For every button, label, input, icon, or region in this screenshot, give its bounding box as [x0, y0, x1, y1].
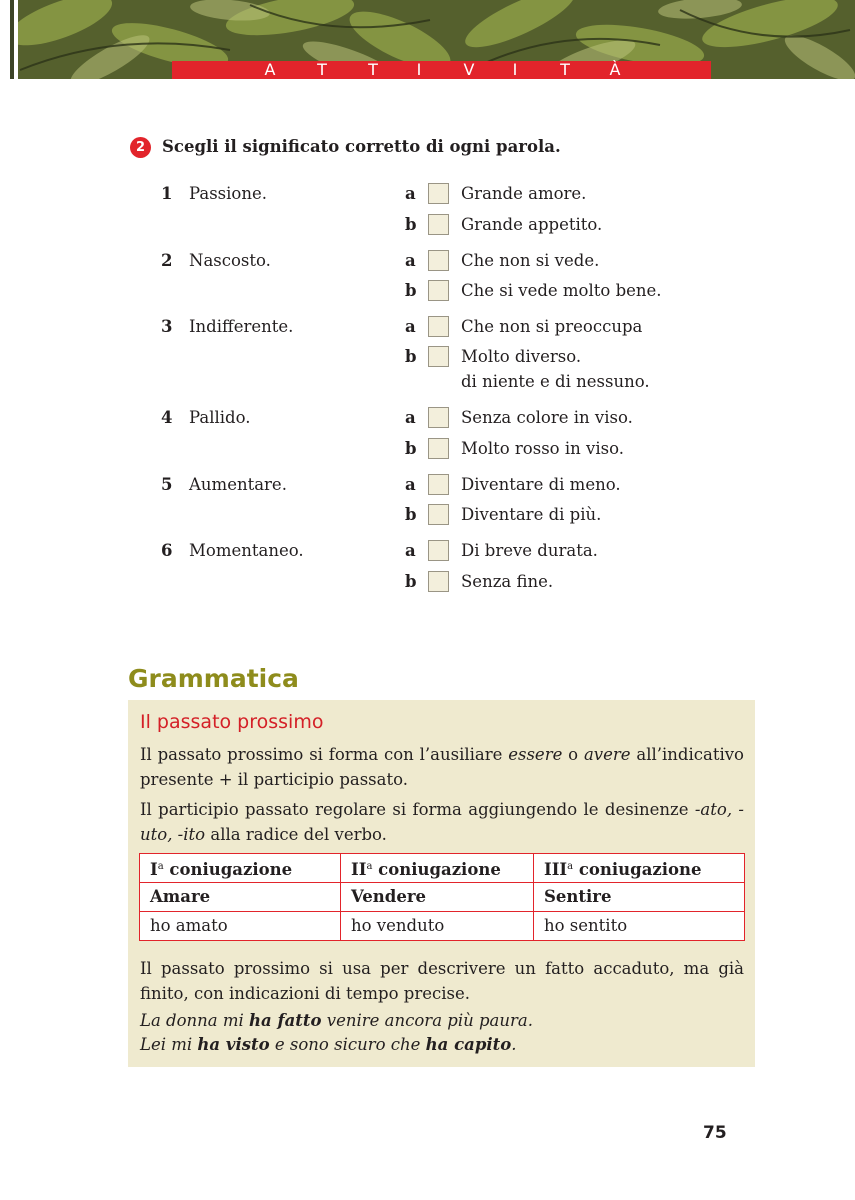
option-letter: b — [405, 347, 417, 366]
grammar-subheading: Il passato prossimo — [140, 711, 324, 733]
item-number: 5 — [161, 475, 173, 494]
answer-checkbox[interactable] — [428, 214, 449, 235]
exercise-instruction: Scegli il significato corretto di ogni parola. — [162, 137, 561, 156]
option-letter: a — [405, 475, 416, 494]
page-number: 75 — [703, 1123, 727, 1143]
item-number: 6 — [161, 541, 173, 560]
section-heading-grammatica: Grammatica — [128, 664, 299, 693]
option-text: Di breve durata. — [461, 541, 598, 560]
option-text: Che non si vede. — [461, 251, 600, 270]
answer-checkbox[interactable] — [428, 280, 449, 301]
table-cell: Sentire — [534, 883, 745, 912]
option-text: Diventare di meno. — [461, 475, 621, 494]
item-word: Pallido. — [189, 408, 251, 427]
option-letter: a — [405, 408, 416, 427]
section-letter: V — [463, 60, 475, 79]
option-text: Molto diverso. — [461, 347, 582, 366]
table-header-cell: $I^a$ coniugazione — [140, 854, 341, 883]
section-letter: À — [609, 60, 621, 79]
grammar-paragraph-1: Il passato prossimo si forma con l’ausiliare essere o avere all’indicativo presente + il participio passato. — [140, 745, 744, 789]
section-letter: T — [368, 60, 378, 79]
option-text: Che non si preoccupa — [461, 317, 643, 336]
option-letter: a — [405, 184, 416, 203]
option-letter: b — [405, 572, 417, 591]
table-cell: ho amato — [140, 912, 341, 941]
table-header-cell: III$^a$ coniugazione — [534, 854, 745, 883]
table-cell: Amare — [140, 883, 341, 912]
conjugation-table — [139, 853, 745, 941]
option-letter: b — [405, 439, 417, 458]
answer-checkbox[interactable] — [428, 540, 449, 561]
option-letter: b — [405, 281, 417, 300]
section-letter: A — [264, 60, 276, 79]
table-row — [140, 883, 745, 912]
item-word: Passione. — [189, 184, 267, 203]
answer-checkbox[interactable] — [428, 346, 449, 367]
option-text: Che si vede molto bene. — [461, 281, 662, 300]
answer-checkbox[interactable] — [428, 250, 449, 271]
option-letter: a — [405, 541, 416, 560]
answer-checkbox[interactable] — [428, 183, 449, 204]
table-header-row — [140, 854, 745, 883]
answer-checkbox[interactable] — [428, 438, 449, 459]
answer-checkbox[interactable] — [428, 474, 449, 495]
grammar-paragraph-2: Il participio passato regolare si forma aggiungendo le desinenze -ato, -uto, -ito alla radice del verbo. — [140, 800, 744, 844]
section-letter: I — [512, 60, 518, 79]
answer-checkbox[interactable] — [428, 316, 449, 337]
table-row — [140, 912, 745, 941]
table-header-cell: $II^a$ coniugazione — [341, 854, 534, 883]
item-word: Aumentare. — [189, 475, 287, 494]
example-sentence-2: Lei mi ha visto e sono sicuro che ha capito. — [140, 1035, 517, 1054]
table-cell: Vendere — [341, 883, 534, 912]
item-number: 3 — [161, 317, 173, 336]
option-letter: b — [405, 505, 417, 524]
section-letter: I — [416, 60, 422, 79]
item-number: 2 — [161, 251, 173, 270]
item-word: Indifferente. — [189, 317, 294, 336]
option-text: Grande amore. — [461, 184, 587, 203]
option-letter: b — [405, 215, 417, 234]
option-text: Senza colore in viso. — [461, 408, 633, 427]
table-cell: ho sentito — [534, 912, 745, 941]
option-text: Senza fine. — [461, 572, 554, 591]
answer-checkbox[interactable] — [428, 407, 449, 428]
option-text: Diventare di più. — [461, 505, 602, 524]
option-letter: a — [405, 251, 416, 270]
option-text-continuation: di niente e di nessuno. — [461, 372, 650, 391]
option-text: Grande appetito. — [461, 215, 603, 234]
item-word: Nascosto. — [189, 251, 271, 270]
item-number: 1 — [161, 184, 173, 203]
table-cell: ho venduto — [341, 912, 534, 941]
exercise-number-badge: 2 — [130, 137, 151, 158]
item-number: 4 — [161, 408, 173, 427]
item-word: Momentaneo. — [189, 541, 304, 560]
answer-checkbox[interactable] — [428, 571, 449, 592]
header-banner — [0, 0, 855, 79]
section-letter: T — [560, 60, 570, 79]
option-text: Molto rosso in viso. — [461, 439, 624, 458]
section-letter: T — [317, 60, 327, 79]
example-sentence-1: La donna mi ha fatto venire ancora più paura. — [140, 1011, 533, 1030]
section-banner-attivita — [172, 61, 711, 79]
answer-checkbox[interactable] — [428, 504, 449, 525]
grammar-paragraph-3: Il passato prossimo si usa per descrivere un fatto accaduto, ma già finito, con indicazioni di tempo precise. — [140, 959, 744, 1003]
option-letter: a — [405, 317, 416, 336]
